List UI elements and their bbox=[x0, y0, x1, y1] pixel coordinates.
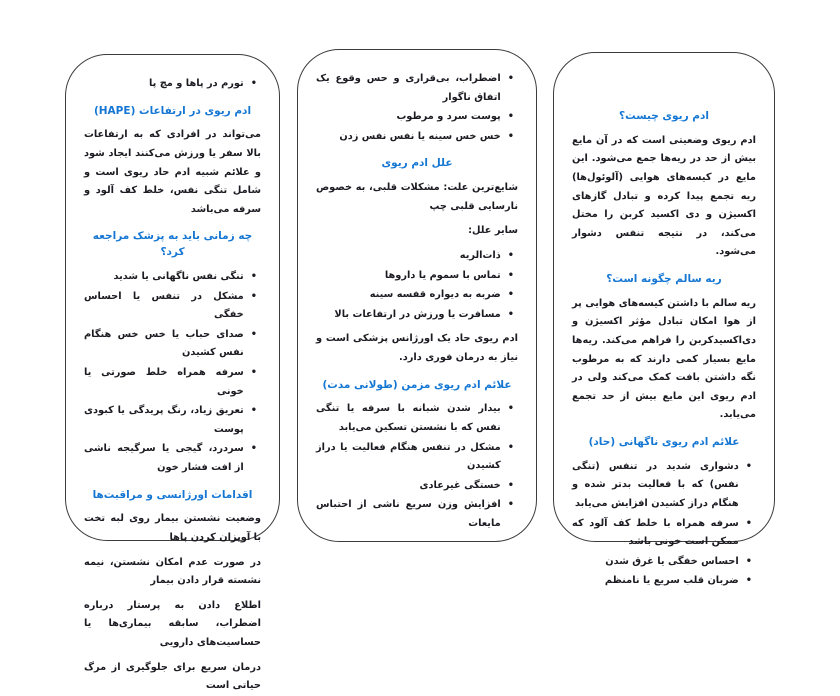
body-paragraph: ریه سالم با داشتن کیسه‌های هوایی پر از هوا امکان تبادل مؤثر اکسیژن و دی‌اکسیدکربن را فراهم می‌کند. ریه‌ها مایع بسیار کمی دارند که به مرطوب نگه داشتن بافت کمک می‌کند ولی در ادم ریوی این مایع بیش از حد تجمع می‌یابد. bbox=[572, 297, 756, 421]
section-heading: ادم ریوی چیست؟ bbox=[619, 110, 709, 122]
list-item-text: مشکل در تنفس هنگام فعالیت یا دراز کشیدن bbox=[316, 441, 501, 472]
bullet-list bbox=[84, 268, 261, 478]
body-paragraph: شایع‌ترین علت: مشکلات قلبی، به خصوص نارسایی قلبی چپ bbox=[316, 182, 518, 212]
bullet-list bbox=[316, 70, 518, 146]
bullet-dot-icon: • bbox=[250, 443, 257, 455]
bullet-dot-icon: • bbox=[507, 250, 514, 262]
panel-causes bbox=[297, 49, 537, 542]
list-item-text: دشواری شدید در تنفس (تنگی نفس) که با فعالیت بدتر شده و هنگام دراز کشیدن افزایش می‌یابد bbox=[572, 460, 739, 509]
list-item-text: بیدار شدن شبانه با سرفه یا تنگی نفس که با نشستن تسکین می‌یابد bbox=[316, 403, 501, 434]
list-item-text: صدای حباب یا خس خس هنگام نفس کشیدن bbox=[84, 328, 244, 359]
list-item bbox=[316, 70, 514, 107]
list-item bbox=[316, 477, 514, 496]
list-item bbox=[316, 267, 514, 286]
bullet-dot-icon: • bbox=[507, 269, 514, 281]
list-item-text: سرفه همراه خلط صورتی یا خونی bbox=[84, 366, 244, 397]
bullet-dot-icon: • bbox=[250, 366, 257, 378]
list-item bbox=[84, 364, 257, 401]
list-item bbox=[316, 496, 514, 533]
list-item bbox=[84, 268, 257, 287]
list-item-text: اضطراب، بی‌قراری و حس وقوع یک اتفاق ناگوار bbox=[316, 73, 501, 103]
section-heading: علائم ادم ریوی ناگهانی (حاد) bbox=[588, 436, 740, 449]
body-paragraph: وضعیت نشستن بیمار روی لبه تخت با آویزان کردن پاها bbox=[84, 513, 261, 543]
bullet-dot-icon: • bbox=[250, 405, 257, 417]
list-item-text: سردرد، گیجی یا سرگیجه ناشی از افت فشار خون bbox=[84, 443, 244, 473]
bullet-dot-icon: • bbox=[745, 575, 752, 587]
list-item-text: ضربان قلب سریع یا نامنظم bbox=[604, 575, 739, 587]
body-paragraph: ادم ریوی وضعیتی است که در آن مایع بیش از حد در ریه‌ها جمع می‌شود. این مایع در کیسه‌های هوایی (آلوئول‌ها) ریه تجمع پیدا کرده و تبادل گازهای اکسیژن و دی اکسید کربن را مختل می‌کند، در نتیجه تنفس دشوار می‌شود. bbox=[572, 134, 756, 258]
list-item-text: ضربه به دیواره قفسه سینه bbox=[369, 289, 501, 301]
list-item bbox=[84, 440, 257, 477]
bullet-dot-icon: • bbox=[745, 517, 752, 529]
section-heading: علل ادم ریوی bbox=[381, 157, 453, 170]
list-item bbox=[316, 306, 514, 325]
list-item bbox=[316, 286, 514, 305]
bullet-dot-icon: • bbox=[250, 78, 257, 89]
bullet-dot-icon: • bbox=[507, 499, 514, 511]
bullet-dot-icon: • bbox=[507, 289, 514, 301]
body-paragraph: درمان سریع برای جلوگیری از مرگ حیاتی است bbox=[84, 661, 261, 692]
list-item-text: مشکل در تنفس یا احساس خفگی bbox=[84, 290, 244, 321]
list-item bbox=[316, 247, 514, 266]
bullet-dot-icon: • bbox=[507, 73, 514, 84]
bullet-dot-icon: • bbox=[507, 130, 514, 142]
list-item bbox=[84, 326, 257, 363]
list-item-text: خس خس سینه یا نفس نفس زدن bbox=[339, 130, 501, 142]
bullet-list bbox=[572, 458, 756, 591]
panel-what-is-pulmonary-edema bbox=[553, 52, 775, 587]
bullet-dot-icon: • bbox=[250, 290, 257, 302]
list-item-text: سرفه همراه با خلط کف آلود که ممکن است خونی باشد bbox=[572, 517, 739, 548]
bullet-dot-icon: • bbox=[507, 441, 514, 453]
bullet-dot-icon: • bbox=[507, 308, 514, 320]
bullet-list bbox=[316, 247, 518, 324]
list-item bbox=[84, 288, 257, 325]
section-heading: علائم ادم ریوی مزمن (طولانی مدت) bbox=[322, 378, 512, 391]
list-item bbox=[572, 572, 752, 591]
body-paragraph: در صورت عدم امکان نشستن، نیمه نشسته قرار دادن بیمار bbox=[84, 556, 261, 587]
list-item bbox=[84, 75, 257, 94]
bullet-list bbox=[84, 75, 261, 94]
list-item bbox=[316, 439, 514, 476]
body-paragraph: اطلاع دادن به پرستار درباره اضطراب، سابقه بیماری‌ها یا حساسیت‌های دارویی bbox=[84, 599, 261, 649]
panel-when-to-see-doctor-and-care bbox=[65, 54, 280, 692]
list-item-text: احساس خفگی یا غرق شدن bbox=[605, 555, 739, 567]
section-heading: چه زمانی باید به پزشک مراجعه کرد؟ bbox=[92, 230, 253, 259]
list-item bbox=[572, 458, 752, 514]
list-item-text: تعریق زیاد، رنگ پریدگی یا کبودی پوست bbox=[84, 405, 244, 435]
section-heading: اقدامات اورژانسی و مراقبت‌ها bbox=[92, 488, 253, 501]
list-item bbox=[84, 402, 257, 439]
bullet-dot-icon: • bbox=[507, 479, 514, 491]
bullet-dot-icon: • bbox=[745, 460, 752, 472]
body-paragraph: ادم ریوی حاد یک اورژانس پزشکی است و نیاز به درمان فوری دارد. bbox=[316, 333, 518, 364]
list-item bbox=[316, 108, 514, 127]
section-heading: ادم ریوی در ارتفاعات (HAPE) bbox=[93, 104, 252, 117]
bullet-dot-icon: • bbox=[507, 403, 514, 415]
list-item bbox=[316, 128, 514, 147]
list-item-text: مسافرت یا ورزش در ارتفاعات بالا bbox=[334, 308, 501, 320]
bullet-list bbox=[316, 400, 518, 533]
bullet-dot-icon: • bbox=[250, 328, 257, 340]
list-item-text: خستگی غیرعادی bbox=[419, 479, 501, 491]
section-heading: ریه سالم چگونه است؟ bbox=[606, 273, 722, 286]
list-item-text: پوست سرد و مرطوب bbox=[396, 111, 501, 123]
body-paragraph: سایر علل: bbox=[468, 225, 518, 237]
bullet-dot-icon: • bbox=[507, 111, 514, 123]
bullet-dot-icon: • bbox=[745, 555, 752, 567]
list-item bbox=[572, 515, 752, 552]
list-item-text: تنگی نفس ناگهانی یا شدید bbox=[113, 270, 244, 282]
list-item-text: ذات‌الریه bbox=[459, 250, 501, 262]
list-item bbox=[316, 400, 514, 437]
body-paragraph: می‌تواند در افرادی که به ارتفاعات بالا سفر یا ورزش می‌کنند ایجاد شود و علائم شبیه ادم حاد ریوی است و شامل تنگی نفس، خلط کف آلود و سرفه می‌باشد bbox=[84, 129, 261, 215]
list-item-text: تورم در پاها و مچ پا bbox=[148, 78, 244, 89]
list-item-text: تماس با سموم یا داروها bbox=[384, 269, 501, 281]
list-item-text: افزایش وزن سریع ناشی از احتباس مایعات bbox=[316, 499, 501, 530]
bullet-dot-icon: • bbox=[250, 270, 257, 282]
list-item bbox=[572, 553, 752, 572]
